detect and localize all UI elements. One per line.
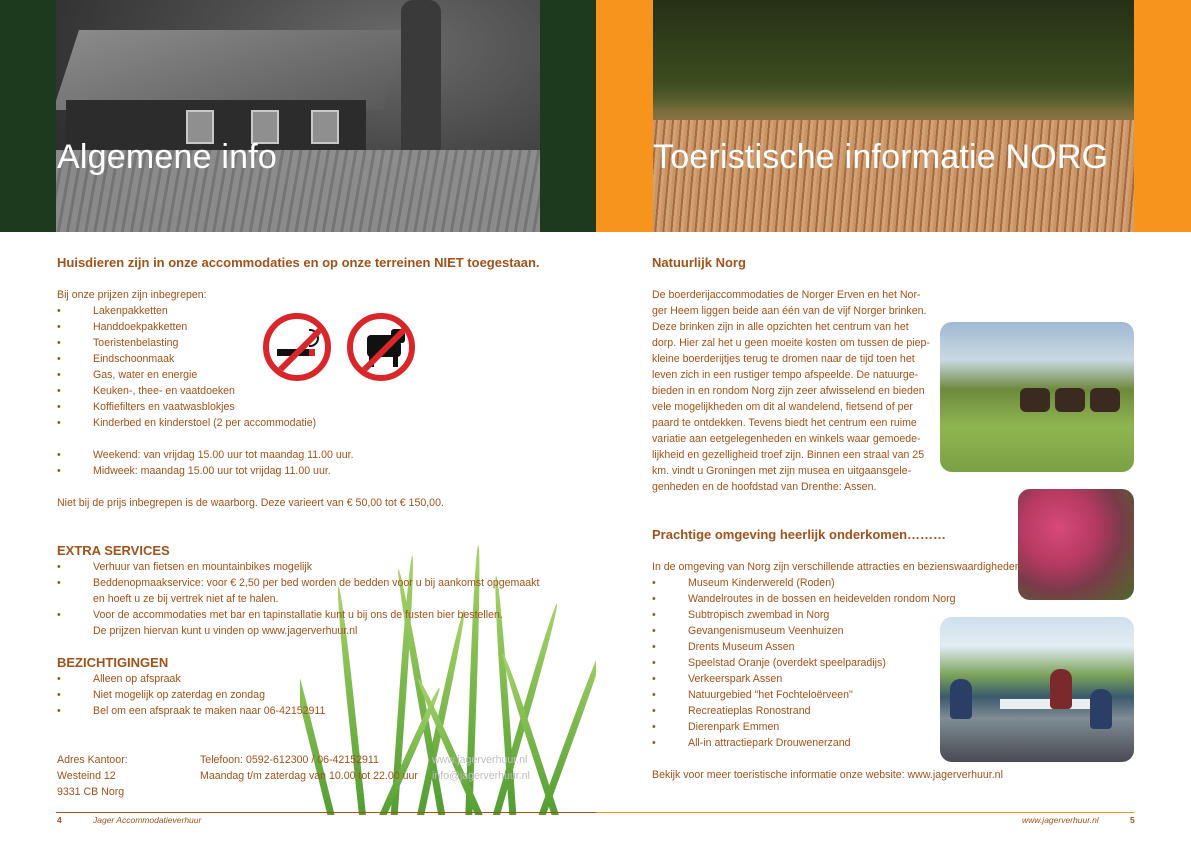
list-item: • Natuurgebied "het Fochteloërveen" — [652, 687, 956, 703]
footer-divider — [56, 812, 596, 813]
phone-number: Telefoon: 0592-612300 / 06-42152911 — [200, 754, 379, 766]
list-item: • Verhuur van fietsen en mountainbikes mogelijk — [57, 559, 539, 575]
surroundings-intro: In de omgeving van Norg zijn verschillende attracties en bezienswaardigheden: — [652, 561, 1024, 573]
list-item: • Alleen op afspraak — [57, 671, 325, 687]
list-item: • Koffiefilters en vaatwasblokjes — [57, 399, 316, 415]
right-banner — [596, 0, 1191, 232]
extra-services-list — [57, 559, 539, 639]
natural-heading: Natuurlijk Norg — [652, 255, 746, 270]
list-item: • Speelstad Oranje (overdekt speelparadijs) — [652, 655, 956, 671]
page-number: 4 — [57, 815, 62, 825]
list-item: • Toeristenbelasting — [57, 335, 316, 351]
right-page — [596, 0, 1191, 842]
page-title: Algemene info — [57, 138, 277, 176]
attractions-list — [652, 575, 956, 751]
opening-hours: Maandag t/m zaterdag van 10.00 tot 22.00 uur — [200, 770, 418, 782]
no-dogs-icon — [347, 313, 415, 381]
list-item: • Weekend: van vrijdag 15.00 uur tot maandag 11.00 uur. — [57, 447, 354, 463]
footer-company: Jager Accommodatieverhuur — [93, 815, 202, 825]
list-item: • Niet mogelijk op zaterdag en zondag — [57, 687, 325, 703]
blossom-tree-photo — [1018, 489, 1134, 600]
list-item: • Kinderbed en kinderstoel (2 per accommodatie) — [57, 415, 316, 431]
viewing-list — [57, 671, 325, 719]
farmhouse-photo — [56, 0, 540, 232]
email-link[interactable]: info@jagerverhuur.nl — [432, 770, 530, 782]
list-item: • Eindschoonmaak — [57, 351, 316, 367]
list-item: • Museum Kinderwereld (Roden) — [652, 575, 956, 591]
list-item: • Recreatieplas Ronostrand — [652, 703, 956, 719]
no-smoking-icon — [263, 313, 331, 381]
address-street: Westeind 12 — [57, 770, 116, 782]
terrace-people-photo — [940, 617, 1134, 762]
extra-services-heading: EXTRA SERVICES — [57, 543, 170, 558]
list-item: • Gevangenismuseum Veenhuizen — [652, 623, 956, 639]
pets-heading: Huisdieren zijn in onze accommodaties en op onze terreinen NIET toegestaan. — [57, 255, 540, 270]
heathland-photo — [653, 0, 1134, 232]
stay-list — [57, 447, 354, 479]
included-intro: Bij onze prijzen zijn inbegrepen: — [57, 289, 207, 301]
list-item: • Verkeerspark Assen — [652, 671, 956, 687]
address-label: Adres Kantoor: — [57, 754, 128, 766]
list-item: • Voor de accommodaties met bar en tapinstallatie kunt u bij ons de fusten bier bestellen. De prijzen hiervan kunt u vinden op www.jagerverhuur.nl — [57, 607, 539, 639]
surroundings-heading: Prachtige omgeving heerlijk onderkomen……… — [652, 527, 947, 542]
left-banner — [0, 0, 596, 232]
list-item: • All-in attractiepark Drouwenerzand — [652, 735, 956, 751]
footer-website[interactable]: www.jagerverhuur.nl — [1022, 815, 1099, 825]
viewing-heading: BEZICHTIGINGEN — [57, 655, 169, 670]
deposit-text: Niet bij de prijs inbegrepen is de waarborg. Deze varieert van € 50,00 tot € 150,00. — [57, 497, 444, 509]
list-item: • Midweek: maandag 15.00 uur tot vrijdag 11.00 uur. — [57, 463, 354, 479]
village-green-horses-photo — [940, 322, 1134, 472]
list-item: • Lakenpakketten — [57, 303, 316, 319]
list-item: • Drents Museum Assen — [652, 639, 956, 655]
list-item: • Dierenpark Emmen — [652, 719, 956, 735]
list-item: • Gas, water en energie — [57, 367, 316, 383]
list-item: • Keuken-, thee- en vaatdoeken — [57, 383, 316, 399]
natural-paragraph: De boerderijaccommodaties de Norger Erven en het Nor- ger Heem liggen beide aan één van de vijf Norger brinken. Deze brinken zijn in alle opzichten het centrum van het dorp. Hier zal het u geen moeite kosten om tussen de piep- kleine boerderijtjes terug te dromen naar de tijd toen het leven zich in een rustiger tempo afspeelde. De natuurge- bieden in en rondom Norg zijn zeer afwisselend en bieden vele mogelijkheden om dit al wandelend, fietsend of per paard te ontdekken. Tevens biedt het centrum een ruime variatie aan eetgelegenheden en winkels waar gemoede- lijkheid en gezelligheid troef zijn. Binnen een straal van 25 km. vindt u Groningen met zijn musea en uitgaansgele- genheden en de hoofdstad van Drenthe: Assen. — [652, 289, 930, 493]
list-item: • Bel om een afspraak te maken naar 06-42152911 — [57, 703, 325, 719]
page-title: Toeristische informatie NORG — [653, 138, 1109, 176]
website-link[interactable]: www.jagerverhuur.nl — [432, 754, 528, 766]
list-item: • Wandelroutes in de bossen en heidevelden rondom Norg — [652, 591, 956, 607]
address-city: 9331 CB Norg — [57, 786, 125, 798]
list-item: • Subtropisch zwembad in Norg — [652, 607, 956, 623]
list-item: • Handdoekpakketten — [57, 319, 316, 335]
website-text: Bekijk voor meer toeristische informatie onze website: www.jagerverhuur.nl — [652, 769, 1003, 781]
footer-divider — [596, 812, 1134, 813]
list-item: • Beddenopmaakservice: voor € 2,50 per bed worden de bedden voor u bij aankomst opgemaakt en hoeft u ze bij vertrek niet af te halen. — [57, 575, 539, 607]
page-number: 5 — [1130, 815, 1135, 825]
